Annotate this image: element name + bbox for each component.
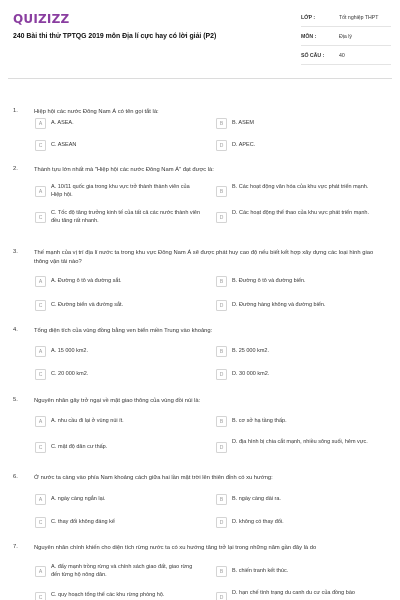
meta-value: 40	[339, 53, 345, 59]
option-text: A. nhu cầu đi lại ở vùng núi ít.	[51, 418, 124, 424]
option-text: A. ASEA.	[51, 120, 74, 126]
option-text: C. Tốc độ tăng trưởng kinh tế của tất cả các nước thành viên đều tăng rất nhanh.	[51, 210, 200, 224]
option-letter-box: A	[35, 186, 46, 197]
question-number: 3.	[13, 249, 18, 255]
option-letter-box: C	[35, 212, 46, 223]
header-divider	[8, 78, 392, 79]
option-text: A. Đường ô tô và đường sắt.	[51, 278, 122, 284]
option-letter-box: D	[216, 212, 227, 223]
question-text: Nguyên nhân gây trở ngại về mặt giao thông của vùng đồi núi là:	[34, 398, 201, 404]
option-letter-box: C	[35, 592, 46, 600]
option-text: D. APEC.	[232, 142, 256, 148]
option-letter-box: A	[35, 494, 46, 505]
worksheet-header	[0, 0, 400, 78]
option-letter-box: C	[35, 140, 46, 151]
option-letter-box: A	[35, 276, 46, 287]
option-letter-box: B	[216, 276, 227, 287]
question-number: 1.	[13, 108, 18, 114]
option-text: D. không có thay đổi.	[232, 519, 284, 525]
meta-row-subject	[301, 31, 391, 46]
meta-row-count	[301, 50, 391, 65]
option-text: C. Đường biển và đường sắt.	[51, 302, 124, 308]
question-text: Thành tựu lớn nhất mà "Hiệp hội các nước Đông Nam Á" đạt được là:	[34, 167, 214, 173]
option-letter-box: C	[35, 442, 46, 453]
option-text: B. chiến tranh kết thúc.	[232, 568, 289, 574]
question-text: Ở nước ta càng vào phía Nam khoảng cách giữa hai lần mặt trời lên thiên đỉnh có xu hướng:	[34, 475, 273, 481]
page-title: 240 Bài thi thử TPTQG 2019 môn Địa lí cực hay có lời giải (P2)	[13, 33, 217, 40]
meta-label: SỐ CÂU :	[301, 53, 325, 59]
option-text: B. 25 000 km2.	[232, 348, 269, 354]
option-text: B. ngày càng dài ra.	[232, 496, 281, 502]
option-letter-box: C	[35, 300, 46, 311]
option-letter-box: A	[35, 118, 46, 129]
option-text: C. ASEAN	[51, 142, 77, 148]
meta-label: MÔN :	[301, 34, 317, 40]
option-letter-box: A	[35, 416, 46, 427]
meta-value: Tốt nghiệp THPT	[339, 15, 379, 21]
option-letter-box: D	[216, 592, 227, 600]
option-letter-box: D	[216, 369, 227, 380]
quizizz-logo: QUIZIZZ	[13, 12, 70, 26]
option-text: D. 30 000 km2.	[232, 371, 270, 377]
option-text: B. Đường ô tô và đường biển.	[232, 278, 306, 284]
meta-panel	[301, 12, 391, 69]
option-letter-box: D	[216, 140, 227, 151]
meta-label: LỚP :	[301, 15, 316, 21]
option-letter-box: B	[216, 494, 227, 505]
option-text: B. Các hoạt động văn hóa của khu vực phát triển mạnh.	[232, 184, 369, 190]
option-letter-box: A	[35, 346, 46, 357]
option-text: A. ngày càng ngắn lại.	[51, 496, 106, 502]
option-letter-box: B	[216, 186, 227, 197]
question-number: 5.	[13, 397, 18, 403]
option-letter-box: B	[216, 416, 227, 427]
option-text: C. mật độ dân cư thấp.	[51, 444, 108, 450]
question-text: Hiệp hội các nước Đông Nam Á có tên gọi tắt là:	[34, 109, 159, 115]
question-number: 6.	[13, 474, 18, 480]
option-text: D. hạn chế tình trạng du canh du cư của đồng bào	[232, 590, 355, 596]
option-text: C. quy hoạch tổng thể các khu rừng phòng hộ.	[51, 592, 165, 598]
question-number: 4.	[13, 327, 18, 333]
option-letter-box: D	[216, 442, 227, 453]
option-letter-box: B	[216, 346, 227, 357]
option-text: C. 20 000 km2.	[51, 371, 89, 377]
option-letter-box: D	[216, 517, 227, 528]
option-text: C. thay đổi không đáng kể	[51, 519, 115, 525]
option-text: D. địa hình bị chia cắt mạnh, nhiều sông suối, hẻm vực.	[232, 439, 368, 445]
option-text: B. cơ sở hạ tầng thấp.	[232, 418, 287, 424]
option-text: A. đẩy mạnh trồng rừng và chính sách giao đất, giao rừng đến từng hộ nông dân.	[51, 564, 193, 578]
option-text: B. ASEM	[232, 120, 255, 126]
question-text: Nguyên nhân chính khiến cho diện tích rừng nước ta có xu hướng tăng trở lại trong những năm gần đây là do	[34, 545, 317, 551]
option-text: D. Đường hàng không và đường biển.	[232, 302, 326, 308]
question-number: 7.	[13, 544, 18, 550]
question-number: 2.	[13, 166, 18, 172]
meta-value: Địa lý	[339, 34, 352, 40]
question-text: Tổng diện tích của vùng đồng bằng ven biển miền Trung vào khoảng:	[34, 328, 213, 334]
option-letter-box: C	[35, 369, 46, 380]
option-text: A. 10/11 quốc gia trong khu vực trở thành thành viên của Hiệp hội.	[51, 184, 190, 198]
option-letter-box: A	[35, 566, 46, 577]
option-letter-box: C	[35, 517, 46, 528]
option-letter-box: B	[216, 118, 227, 129]
option-letter-box: D	[216, 300, 227, 311]
option-text: D. Các hoạt động thể thao của khu vực phát triển mạnh.	[232, 210, 369, 216]
meta-row-class	[301, 12, 391, 27]
option-letter-box: B	[216, 566, 227, 577]
option-text: A. 15 000 km2.	[51, 348, 88, 354]
question-text: Thế mạnh của vị trí địa lí nước ta trong khu vực Đông Nam Á sẽ được phát huy cao độ nếu biết kết hợp xây dựng các loại hình giao thông vận tải nào?	[34, 250, 374, 265]
